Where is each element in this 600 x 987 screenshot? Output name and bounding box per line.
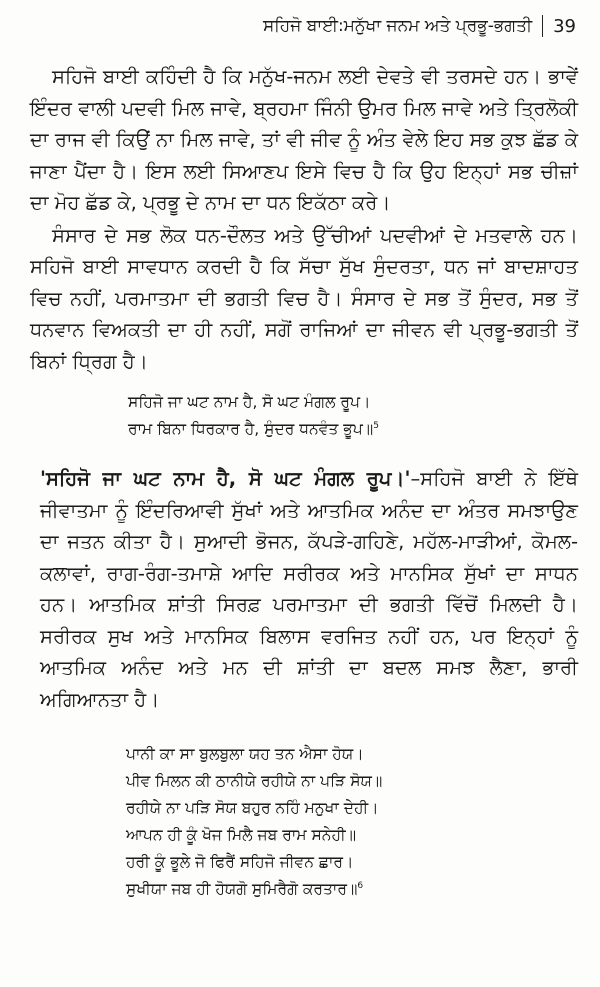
verse-line: ਸਹਿਜੋ ਜਾ ਘਟ ਨਾਮ ਹੈ, ਸੋ ਘਟ ਮੰਗਲ ਰੂਪ। — [128, 393, 371, 411]
footnote-marker: 6 — [357, 880, 364, 891]
verse-block-1 — [30, 389, 578, 443]
running-title: ਸਹਿਜੋ ਬਾਈ:ਮਨੁੱਖਾ ਜਨਮ ਅਤੇ ਪ੍ਰਭੂ-ਭਗਤੀ — [262, 16, 533, 36]
running-header — [30, 0, 578, 52]
footnote-marker: 5 — [373, 420, 379, 431]
verse-line-text: ਸੁਖੀਯਾ ਜਬ ਹੀ ਹੋਯਗੋ ਸੁਮਿਰੈਗੋ ਕਰਤਾਰ॥ — [126, 880, 358, 898]
bold-quote: 'ਸਹਿਜੋ ਜਾ ਘਟ ਨਾਮ ਹੈ, ਸੋ ਘਟ ਮੰਗਲ ਰੂਪ।' — [40, 467, 411, 490]
paragraph-1: ਸਹਿਜੋ ਬਾਈ ਕਹਿੰਦੀ ਹੈ ਕਿ ਮਨੁੱਖ-ਜਨਮ ਲਈ ਦੇਵਤੇ ਵੀ ਤਰਸਦੇ ਹਨ। ਭਾਵੇਂ ਇੰਦਰ ਵਾਲੀ ਪਦਵੀ ਮਿਲ ਜਾਵੇ, ਬ੍ਰਹਮਾ ਜਿੰਨੀ ਉਮਰ ਮਿਲ ਜਾਵੇ ਅਤੇ ਤ੍ਰਿਲੋਕੀ ਦਾ ਰਾਜ ਵੀ ਕਿਉਂ ਨਾ ਮਿਲ ਜਾਵੇ, ਤਾਂ ਵੀ ਜੀਵ ਨੂੰ ਅੰਤ ਵੇਲੇ ਇਹ ਸਭ ਕੁਝ ਛੱਡ ਕੇ ਜਾਣਾ ਪੈਂਦਾ ਹੈ। ਇਸ ਲਈ ਸਿਆਣਪ ਇਸੇ ਵਿਚ ਹੈ ਕਿ ਉਹ ਇਨ੍ਹਾਂ ਸਭ ਚੀਜ਼ਾਂ ਦਾ ਮੋਹ ਛੱਡ ਕੇ, ਪ੍ਰਭੂ ਦੇ ਨਾਮ ਦਾ ਧਨ ਇਕੱਠਾ ਕਰੇ। — [30, 65, 578, 214]
verse-line — [128, 416, 578, 443]
verse-line: ਪੀਵ ਮਿਲਨ ਕੀ ਠਾਨੀਯੇ ਰਹੀਯੇ ਨਾ ਪੜਿ ਸੋਯ॥ — [126, 772, 383, 790]
verse-line: ਪਾਨੀ ਕਾ ਸਾ ਬੁਲਬੁਲਾ ਯਹ ਤਨ ਐਸਾ ਹੋਯ। — [126, 745, 364, 763]
verse-line-text: ਰਾਮ ਬਿਨਾ ਧਿਰਕਾਰ ਹੈ, ਸੁੰਦਰ ਧਨਵੰਤ ਭੂਪ॥ — [128, 420, 374, 438]
paragraph-3 — [30, 463, 578, 715]
paragraph-3-text: –ਸਹਿਜੋ ਬਾਈ ਨੇ ਇੱਥੇ ਜੀਵਾਤਮਾ ਨੂੰ ਇੰਦਰਿਆਵੀ ਸੁੱਖਾਂ ਅਤੇ ਆਤਮਿਕ ਅਨੰਦ ਦਾ ਅੰਤਰ ਸਮਝਾਉਣ ਦਾ ਜਤਨ ਕੀਤਾ ਹੈ। ਸੁਆਦੀ ਭੋਜਨ, ਕੱਪੜੇ-ਗਹਿਣੇ, ਮਹੱਲ-ਮਾੜੀਆਂ, ਕੋਮਲ-ਕਲਾਵਾਂ, ਰਾਗ-ਰੰਗ-ਤਮਾਸ਼ੇ ਆਦਿ ਸਰੀਰਕ ਅਤੇ ਮਾਨਸਿਕ ਸੁੱਖਾਂ ਦਾ ਸਾਧਨ ਹਨ। ਆਤਮਿਕ ਸ਼ਾਂਤੀ ਸਿਰਫ਼ ਪਰਮਾਤਮਾ ਦੀ ਭਗਤੀ ਵਿੱਚੋਂ ਮਿਲਦੀ ਹੈ। ਸਰੀਰਕ ਸੁਖ ਅਤੇ ਮਾਨਸਿਕ ਬਿਲਾਸ ਵਰਜਿਤ ਨਹੀਂ ਹਨ, ਪਰ ਇਨ੍ਹਾਂ ਨੂੰ ਆਤਮਿਕ ਅਨੰਦ ਅਤੇ ਮਨ ਦੀ ਸ਼ਾਂਤੀ ਦਾ ਬਦਲ ਸਮਝ ਲੈਣਾ, ਭਾਰੀ ਅਗਿਆਨਤਾ ਹੈ। — [40, 467, 578, 711]
verse-line: ਰਹੀਯੇ ਨਾ ਪੜਿ ਸੋਯ ਬਹੁਰ ਨਹਿੰ ਮਨੁਖਾ ਦੇਹੀ। — [126, 799, 379, 817]
header-divider — [542, 15, 543, 37]
verse-block-2 — [30, 741, 578, 903]
verse-line — [126, 876, 578, 903]
verse-line: ਆਪਨ ਹੀ ਕੂੰ ਖੋਜ ਮਿਲੈ ਜਬ ਰਾਮ ਸਨੇਹੀ॥ — [126, 826, 357, 844]
verse-line: ਹਰੀ ਕੂੰ ਭੂਲੇ ਜੋ ਫਿਰੈਂ ਸਹਿਜੋ ਜੀਵਨ ਛਾਰ। — [126, 853, 354, 871]
page-number: 39 — [553, 15, 576, 37]
paragraph-2: ਸੰਸਾਰ ਦੇ ਸਭ ਲੋਕ ਧਨ-ਦੌਲਤ ਅਤੇ ਉੱਚੀਆਂ ਪਦਵੀਆਂ ਦੇ ਮਤਵਾਲੇ ਹਨ। ਸਹਿਜੋ ਬਾਈ ਸਾਵਧਾਨ ਕਰਦੀ ਹੈ ਕਿ ਸੱਚਾ ਸੁੱਖ ਸੁੰਦਰਤਾ, ਧਨ ਜਾਂ ਬਾਦਸ਼ਾਹਤ ਵਿਚ ਨਹੀਂ, ਪਰਮਾਤਮਾ ਦੀ ਭਗਤੀ ਵਿਚ ਹੈ। ਸੰਸਾਰ ਦੇ ਸਭ ਤੋਂ ਸੁੰਦਰ, ਸਭ ਤੋਂ ਧਨਵਾਨ ਵਿਅਕਤੀ ਦਾ ਹੀ ਨਹੀਂ, ਸਗੋਂ ਰਾਜਿਆਂ ਦਾ ਜੀਵਨ ਵੀ ਪ੍ਰਭੂ-ਭਗਤੀ ਤੋਂ ਬਿਨਾਂ ਧ੍ਰਿਗ ਹੈ। — [30, 223, 578, 373]
